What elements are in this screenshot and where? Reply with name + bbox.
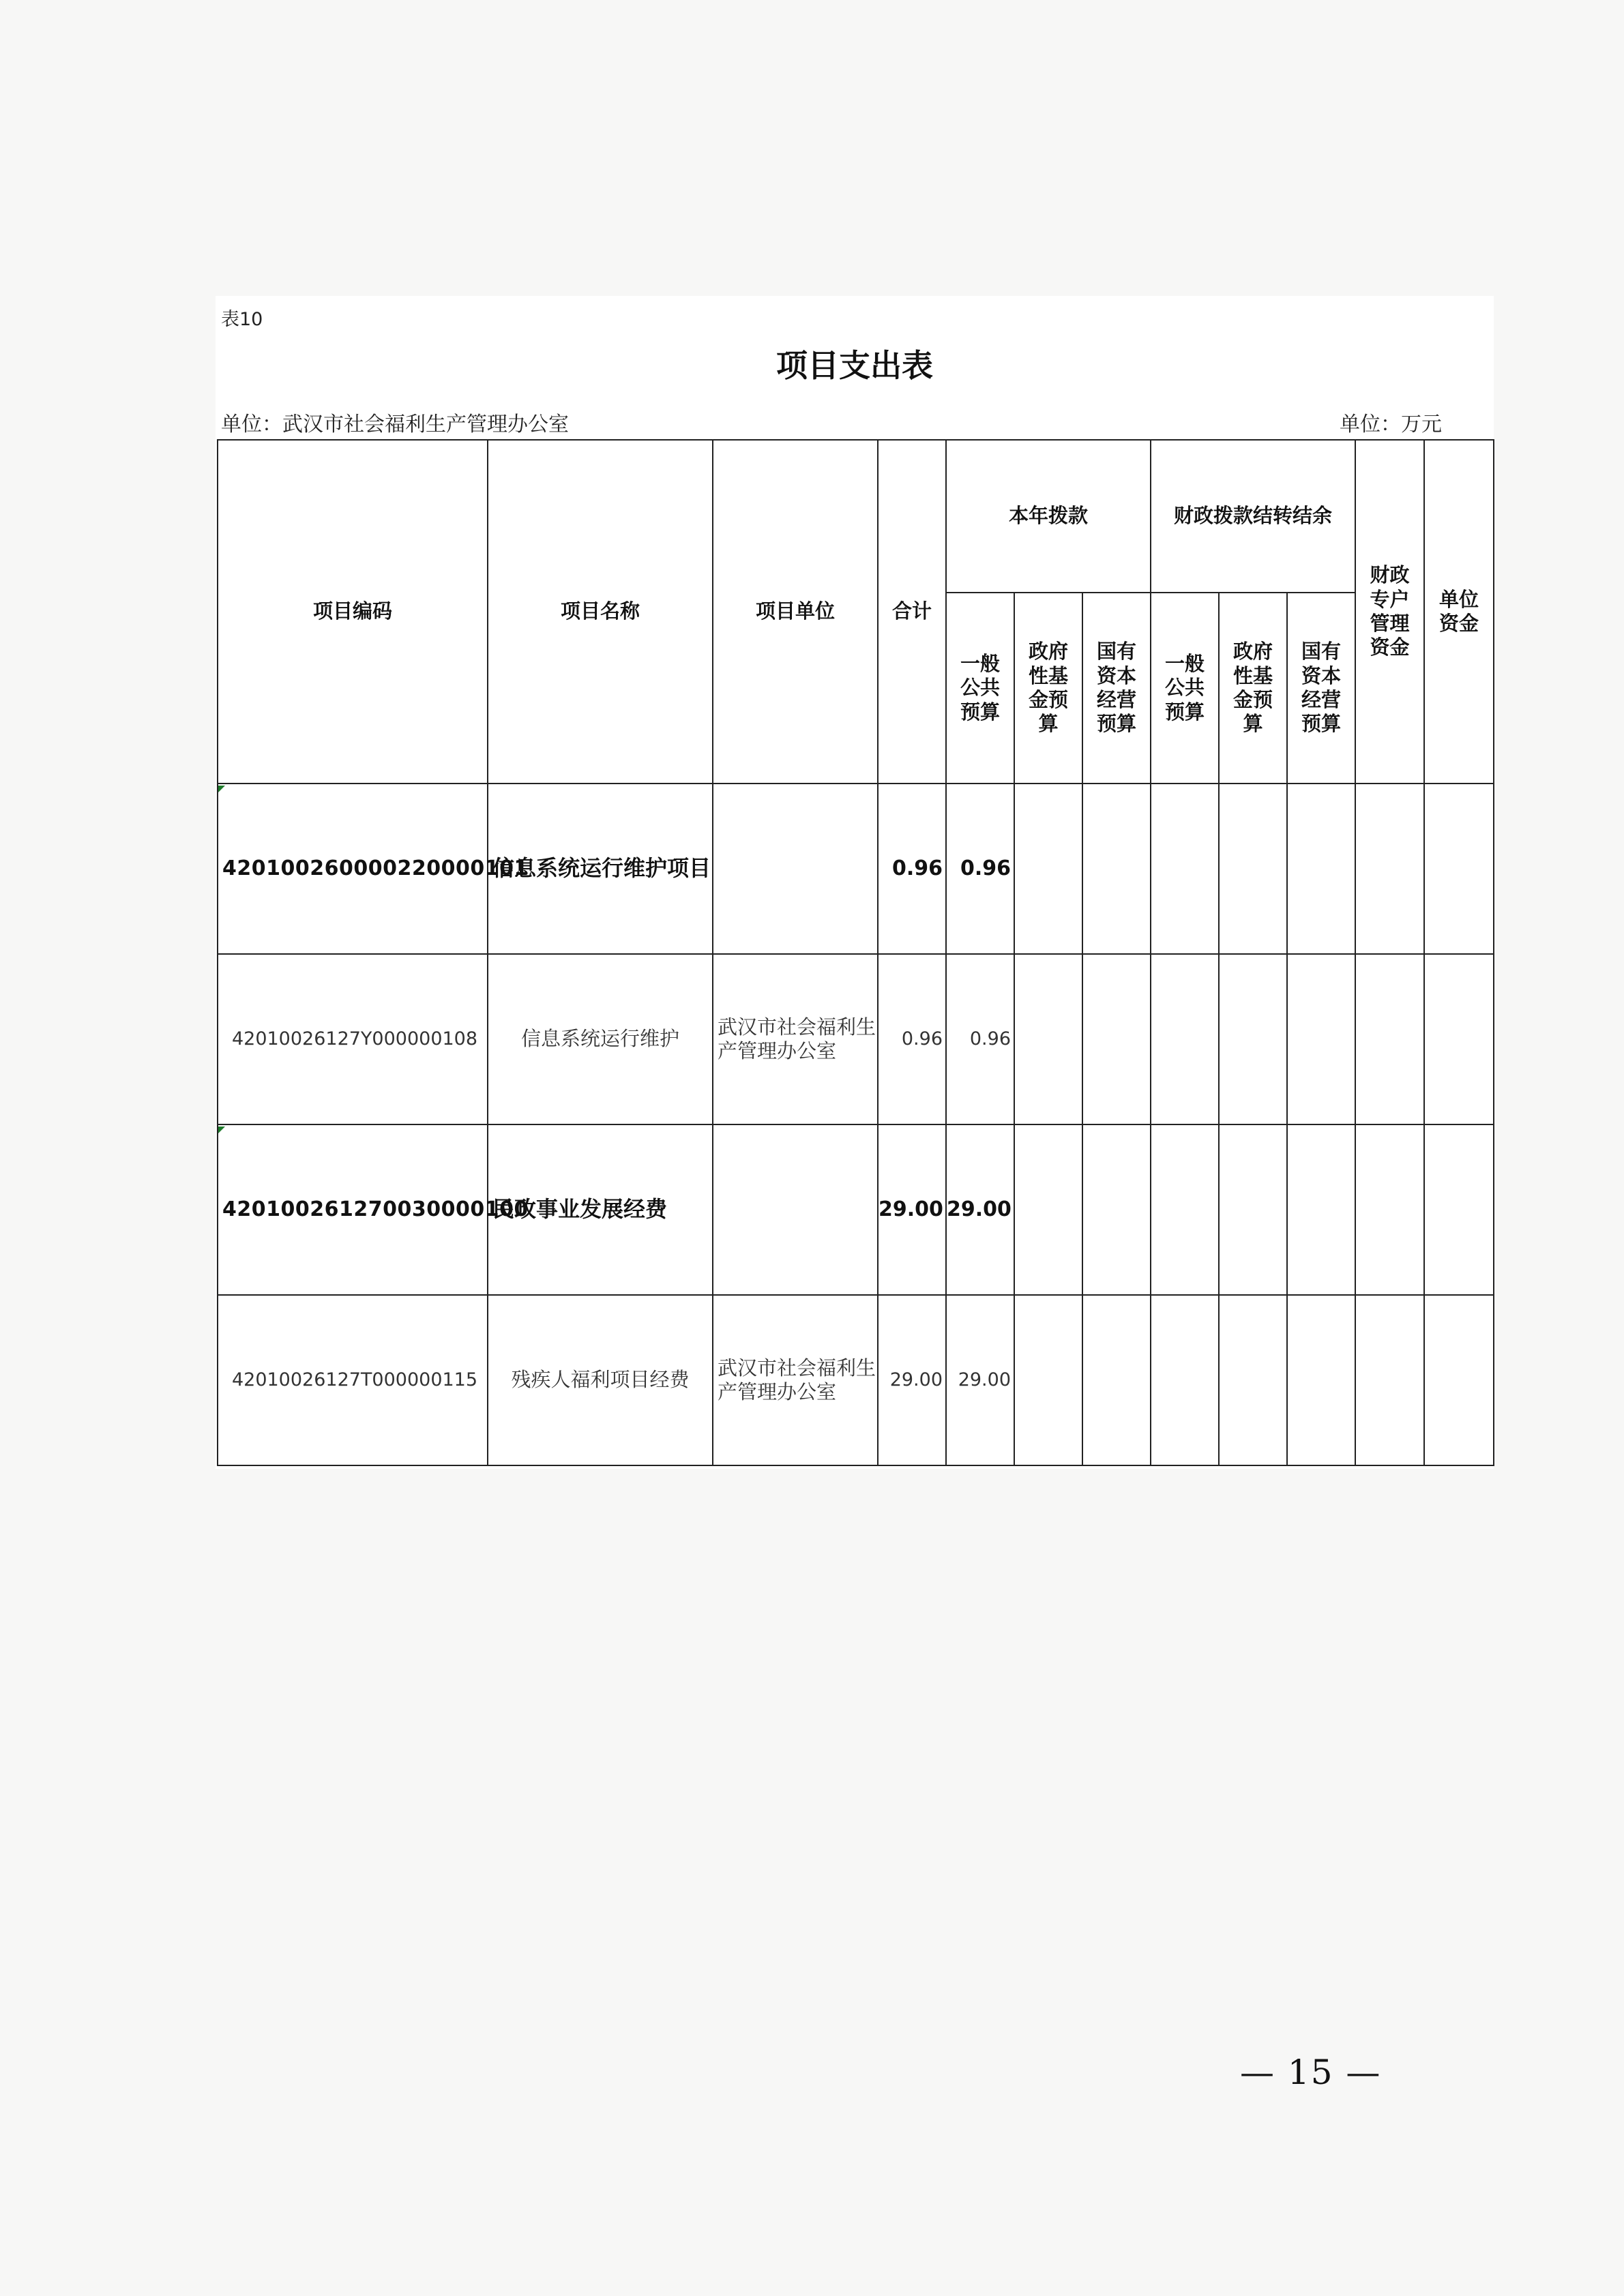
header-line: 经营 <box>1097 688 1137 711</box>
project-unit: 武汉市社会福利生产管理办公室 <box>713 1295 878 1465</box>
empty-cell <box>1287 954 1355 1124</box>
header-line: 一般 <box>960 651 1000 675</box>
header-own-fund <box>1424 440 1494 784</box>
header-line: 性基 <box>1233 664 1273 687</box>
header-special-line: 资金 <box>1370 636 1410 659</box>
cell-comment-marker-icon <box>218 786 225 792</box>
project-code: 42010026127T000000115 <box>218 1295 488 1465</box>
header-special-line: 财政 <box>1370 563 1410 587</box>
table-number: 表10 <box>221 309 263 330</box>
empty-cell <box>1014 1124 1082 1295</box>
header-code: 项目编码 <box>218 440 488 784</box>
header-line: 一般 <box>1165 651 1205 675</box>
page-number: — 15 — <box>1240 2053 1382 2092</box>
empty-cell <box>1424 954 1494 1124</box>
table-row <box>218 954 1494 1124</box>
header-line: 性基 <box>1028 664 1068 687</box>
general-budget-value: 0.96 <box>946 954 1014 1124</box>
project-unit <box>713 1124 878 1295</box>
header-line: 政府 <box>1233 640 1273 664</box>
header-special-fund <box>1355 440 1424 784</box>
empty-cell <box>1287 1295 1355 1465</box>
header-special-line: 管理 <box>1370 612 1410 635</box>
empty-cell <box>1082 1295 1151 1465</box>
project-name: 信息系统运行维护 <box>488 954 713 1124</box>
empty-cell <box>1287 784 1355 954</box>
empty-cell <box>1219 1295 1287 1465</box>
empty-cell <box>1219 1124 1287 1295</box>
header-current-year: 本年拨款 <box>946 440 1151 593</box>
empty-cell <box>1151 954 1219 1124</box>
header-own-line: 资金 <box>1439 612 1479 635</box>
general-budget-value: 0.96 <box>946 784 1014 954</box>
empty-cell <box>1219 784 1287 954</box>
cell-comment-marker-icon <box>218 1127 225 1133</box>
header-carryover-gov-fund-budget <box>1219 593 1287 784</box>
empty-cell <box>1424 1124 1494 1295</box>
total-value: 0.96 <box>878 784 946 954</box>
project-code: 420100261270030000100 <box>218 1124 488 1295</box>
empty-cell <box>1014 1295 1082 1465</box>
header-name: 项目名称 <box>488 440 713 784</box>
currency-unit: 单位：万元 <box>1340 413 1442 436</box>
header-unit: 项目单位 <box>713 440 878 784</box>
empty-cell <box>1082 954 1151 1124</box>
header-line: 金预 <box>1028 688 1068 711</box>
project-unit <box>713 784 878 954</box>
general-budget-value: 29.00 <box>946 1124 1014 1295</box>
total-value: 29.00 <box>878 1295 946 1465</box>
empty-cell <box>1082 784 1151 954</box>
table-row <box>218 1124 1494 1295</box>
empty-cell <box>1355 1124 1424 1295</box>
empty-cell <box>1355 954 1424 1124</box>
header-general-budget <box>946 593 1014 784</box>
header-gov-fund-budget <box>1014 593 1082 784</box>
header-line: 预算 <box>1097 712 1137 736</box>
header-line: 预算 <box>1165 700 1205 724</box>
empty-cell <box>1082 1124 1151 1295</box>
project-expenditure-table <box>217 439 1494 1466</box>
project-unit: 武汉市社会福利生产管理办公室 <box>713 954 878 1124</box>
empty-cell <box>1014 954 1082 1124</box>
header-line: 资本 <box>1301 664 1342 687</box>
header-own-line: 单位 <box>1439 587 1479 611</box>
header-carryover-state-capital-budget <box>1287 593 1355 784</box>
reporting-unit: 单位：武汉市社会福利生产管理办公室 <box>221 413 569 436</box>
project-name: 残疾人福利项目经费 <box>488 1295 713 1465</box>
header-line: 预算 <box>960 700 1000 724</box>
header-carryover-general-budget <box>1151 593 1219 784</box>
header-total: 合计 <box>878 440 946 784</box>
header-line: 算 <box>1243 712 1263 736</box>
header-line: 公共 <box>1165 676 1205 700</box>
table-row <box>218 784 1494 954</box>
header-line: 算 <box>1038 712 1059 736</box>
empty-cell <box>1287 1124 1355 1295</box>
project-code: 42010026127Y000000108 <box>218 954 488 1124</box>
header-line: 政府 <box>1028 640 1068 664</box>
project-name: 信息系统运行维护项目 <box>488 784 713 954</box>
total-value: 0.96 <box>878 954 946 1124</box>
header-line: 国有 <box>1301 640 1342 664</box>
page-title: 项目支出表 <box>776 347 933 384</box>
empty-cell <box>1355 784 1424 954</box>
empty-cell <box>1424 1295 1494 1465</box>
total-value: 29.00 <box>878 1124 946 1295</box>
empty-cell <box>1151 784 1219 954</box>
general-budget-value: 29.00 <box>946 1295 1014 1465</box>
project-name: 民政事业发展经费 <box>488 1124 713 1295</box>
header-line: 资本 <box>1097 664 1137 687</box>
empty-cell <box>1014 784 1082 954</box>
empty-cell <box>1424 784 1494 954</box>
header-line: 预算 <box>1301 712 1342 736</box>
header-line: 经营 <box>1301 688 1342 711</box>
header-line: 公共 <box>960 676 1000 700</box>
project-code: 420100260000220000101 <box>218 784 488 954</box>
header-special-line: 专户 <box>1370 587 1410 611</box>
empty-cell <box>1151 1124 1219 1295</box>
empty-cell <box>1219 954 1287 1124</box>
header-line: 国有 <box>1097 640 1137 664</box>
empty-cell <box>1151 1295 1219 1465</box>
header-state-capital-budget <box>1082 593 1151 784</box>
header-carryover: 财政拨款结转结余 <box>1151 440 1355 593</box>
header-line: 金预 <box>1233 688 1273 711</box>
empty-cell <box>1355 1295 1424 1465</box>
table-row <box>218 1295 1494 1465</box>
